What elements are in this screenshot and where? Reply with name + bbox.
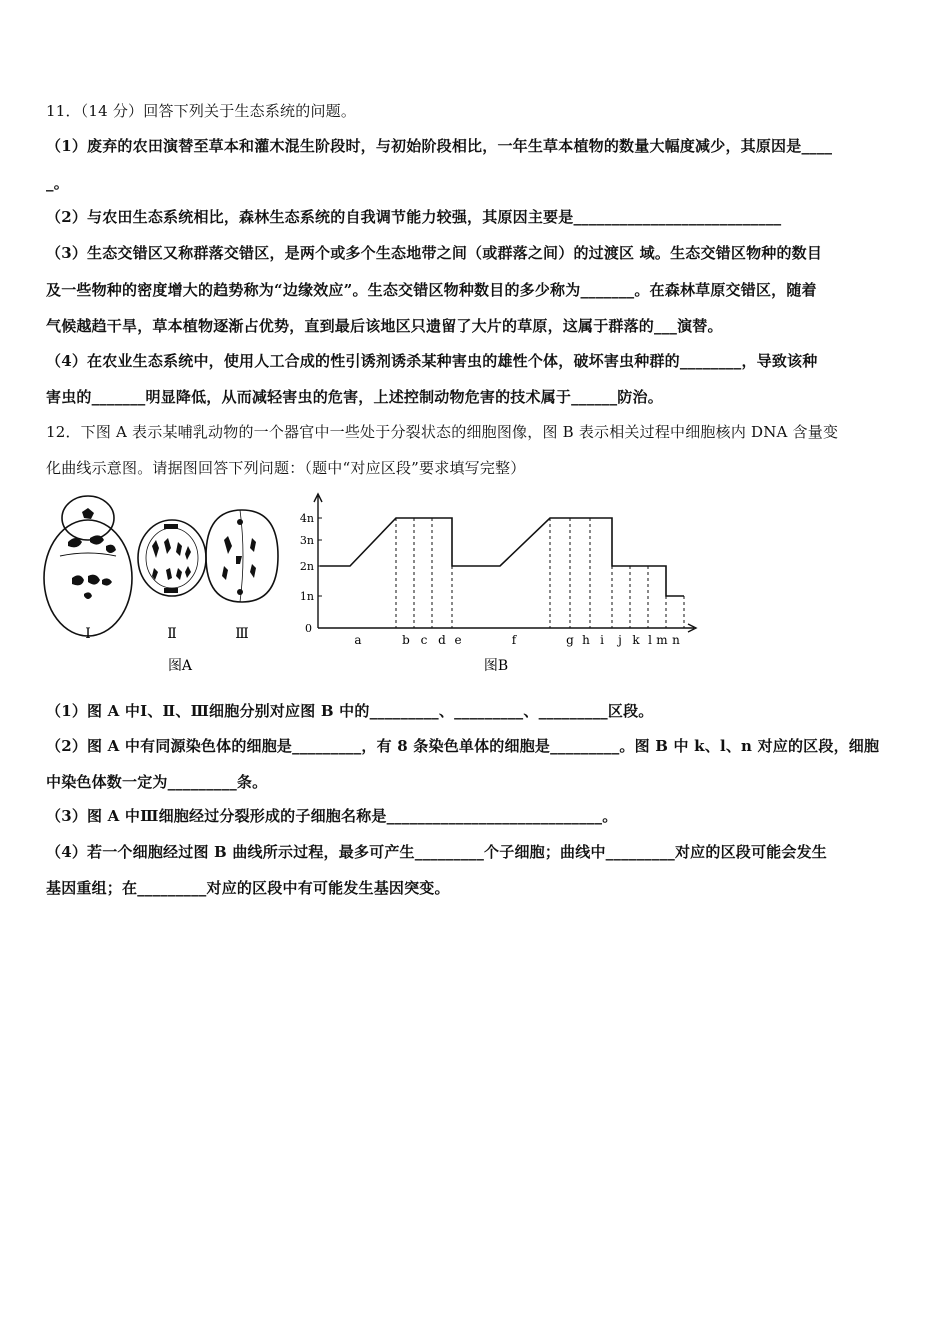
q12-heading-line1: 12．下图 A 表示某哺乳动物的一个器官中一些处于分裂状态的细胞图像，图 B 表示相关过程中细胞核内 DNA 含量变 — [46, 423, 839, 441]
q12-heading-line2: 化曲线示意图。请据图回答下列问题：（题中“对应区段”要求填写完整） — [46, 459, 526, 477]
q11-heading: 11．（14 分）回答下列关于生态系统的问题。 — [46, 102, 357, 120]
figure-a-caption: 图A — [167, 658, 193, 674]
figure-ab — [40, 492, 710, 682]
y-tick-3n: 3n — [299, 534, 314, 547]
q11-part4-line2: 害虫的_______明显降低，从而减轻害虫的危害，上述控制动物危害的技术属于______防治。 — [46, 388, 663, 406]
segment-dividers — [396, 518, 684, 628]
q11-part3-line2: 及一些物种的密度增大的趋势称为“边缘效应”。生态交错区物种数目的多少称为_______。在森林草原交错区，随着 — [46, 281, 817, 299]
seg-j: j — [618, 633, 622, 647]
y-tick-4n: 4n — [299, 512, 314, 525]
q12-part2-line2: 中染色体数一定为_________条。 — [46, 773, 268, 791]
q11-part4-line1: （4）在农业生态系统中，使用人工合成的性引诱剂诱杀某种害虫的雄性个体，破坏害虫种群的________，导致该种 — [46, 352, 818, 370]
q12-part2-line1: （2）图 A 中有同源染色体的细胞是_________，有 8 条染色单体的细胞是_________。图 B 中 k、l、n 对应的区段，细胞 — [46, 737, 880, 755]
q12-part3: （3）图 A 中Ⅲ细胞经过分裂形成的子细胞名称是____________________________。 — [46, 807, 618, 825]
seg-k: k — [632, 633, 640, 647]
seg-l: l — [648, 633, 652, 647]
cell-III-figure — [206, 510, 278, 602]
seg-b: b — [402, 633, 410, 647]
y-tick-1n: 1n — [299, 590, 314, 603]
y-tick-2n: 2n — [299, 560, 314, 573]
figure-b-caption: 图B — [483, 658, 509, 674]
y-tick-0: 0 — [305, 622, 312, 635]
q12-part4-line2: 基因重组；在_________对应的区段中有可能发生基因突变。 — [46, 879, 450, 897]
seg-m: m — [656, 633, 668, 647]
seg-c: c — [420, 633, 428, 647]
seg-i: i — [600, 633, 604, 647]
q11-part1-line1: （1）废弃的农田演替至草本和灌木混生阶段时，与初始阶段相比，一年生草本植物的数量大幅度减少，其原因是____ — [46, 137, 833, 155]
seg-h: h — [582, 633, 590, 647]
cell-label-I: Ⅰ — [85, 626, 91, 642]
seg-d: d — [438, 633, 446, 647]
dna-curve — [320, 518, 684, 596]
seg-f: f — [511, 633, 517, 647]
q11-part3-line3: 气候越趋干旱，草本植物逐渐占优势，直到最后该地区只遗留了大片的草原，这属于群落的___演替。 — [46, 317, 723, 335]
q11-part3-line1: （3）生态交错区又称群落交错区，是两个或多个生态地带之间（或群落之间）的过渡区 域。生态交错区物种的数目 — [46, 244, 823, 262]
cell-II-figure — [138, 520, 206, 596]
cell-label-III: Ⅲ — [235, 626, 249, 642]
q12-part1: （1）图 A 中Ⅰ、Ⅱ、Ⅲ细胞分别对应图 B 中的_________、_________、_________区段。 — [46, 702, 654, 720]
figure-b-axes — [314, 494, 696, 632]
seg-a: a — [354, 633, 362, 647]
q12-part4-line1: （4）若一个细胞经过图 B 曲线所示过程，最多可产生_________个子细胞；曲线中_________对应的区段可能会发生 — [46, 843, 827, 861]
cell-I-figure — [44, 496, 132, 636]
seg-e: e — [454, 633, 462, 647]
seg-g: g — [566, 633, 574, 647]
seg-n: n — [672, 633, 680, 647]
q11-part2: （2）与农田生态系统相比，森林生态系统的自我调节能力较强，其原因主要是___________________________ — [46, 208, 782, 226]
q11-part1-line2: _。 — [46, 174, 69, 192]
cell-label-II: Ⅱ — [167, 626, 177, 642]
